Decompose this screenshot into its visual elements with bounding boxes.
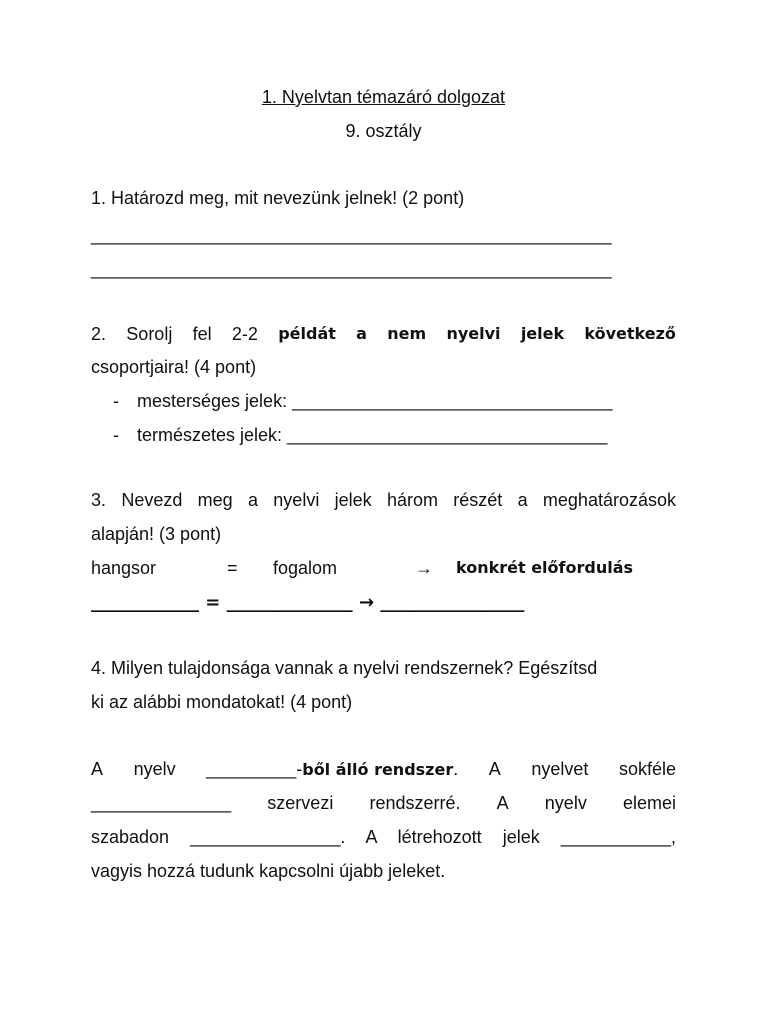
q2-word: következő <box>584 324 676 343</box>
cell-arrow: → <box>415 558 433 578</box>
cell-equals: = <box>227 558 238 578</box>
word: rendszerré. <box>369 793 461 813</box>
answer-blank: ______________ <box>91 793 232 813</box>
paragraph-line-1 <box>91 752 676 787</box>
paragraph-line-4: vagyis hozzá tudunk kapcsolni újabb jeleket. <box>91 861 446 881</box>
equals-sign: = <box>205 592 221 613</box>
cell-concrete-occurrence: konkrét előfordulás <box>456 558 634 577</box>
word: elemei <box>622 793 676 813</box>
list-item-text: mesterséges jelek: ________________________________ <box>137 391 613 411</box>
sign-parts-answer-row <box>91 586 676 620</box>
q2-word: 2. <box>91 324 107 344</box>
answer-blank: ______________ <box>226 592 353 613</box>
cell-concept: fogalom <box>273 558 338 578</box>
list-item-text: természetes jelek: ________________________________ <box>137 425 608 445</box>
word: A <box>496 793 509 813</box>
answer-blank: ________________ <box>380 592 525 613</box>
arrow-sign: → <box>358 592 375 613</box>
word: . <box>453 759 459 779</box>
class-label: 9. osztály <box>345 121 422 141</box>
list-item-natural-signs <box>113 418 676 452</box>
word: A <box>91 759 104 779</box>
q2-word: jelek <box>520 324 565 343</box>
answer-blank: ____________ <box>91 592 199 613</box>
q2-word: a <box>356 324 367 343</box>
q2-word: példát <box>278 324 336 343</box>
q2-word: Sorolj <box>126 324 173 344</box>
q2-word: fel <box>192 324 212 344</box>
question-3-line-1: 3. Nevezd meg a nyelvi jelek három részét a meghatározások <box>91 490 676 510</box>
word: A <box>488 759 501 779</box>
paragraph-line-3: szabadon _______________. A létrehozott jelek ___________, <box>91 827 676 847</box>
paragraph-line-2 <box>91 786 676 820</box>
word: nyelvet <box>531 759 589 779</box>
question-3-line-2: alapján! (3 pont) <box>91 524 222 544</box>
q2-word: 2-2 <box>231 324 258 344</box>
fill-in-segment <box>206 752 458 787</box>
word: sokféle <box>618 759 676 779</box>
list-dash: - <box>113 391 119 411</box>
q2-word: nyelvi <box>446 324 501 343</box>
word: nyelv <box>544 793 587 813</box>
question-4-line-2: ki az alábbi mondatokat! (4 pont) <box>91 692 353 712</box>
q2-word: nem <box>387 324 427 343</box>
answer-blank: _________- <box>206 759 303 779</box>
word: szervezi <box>267 793 334 813</box>
list-dash: - <box>113 425 119 445</box>
question-4-line-1: 4. Milyen tulajdonsága vannak a nyelvi rendszernek? Egészítsd <box>91 658 598 678</box>
question-1: 1. Határozd meg, mit nevezünk jelnek! (2 pont) <box>91 188 465 208</box>
bold-phrase: ből álló rendszer <box>302 760 454 779</box>
question-2-line-1 <box>91 317 676 351</box>
word: nyelv <box>133 759 176 779</box>
answer-blank-1: ____________________________________________________ <box>91 225 612 245</box>
list-item-artificial-signs <box>113 384 676 418</box>
page-title: 1. Nyelvtan témazáró dolgozat <box>261 87 506 107</box>
cell-sound-sequence: hangsor <box>91 558 157 578</box>
question-2-line-2: csoportjaira! (4 pont) <box>91 357 257 377</box>
answer-blank-2: ____________________________________________________ <box>91 259 612 279</box>
